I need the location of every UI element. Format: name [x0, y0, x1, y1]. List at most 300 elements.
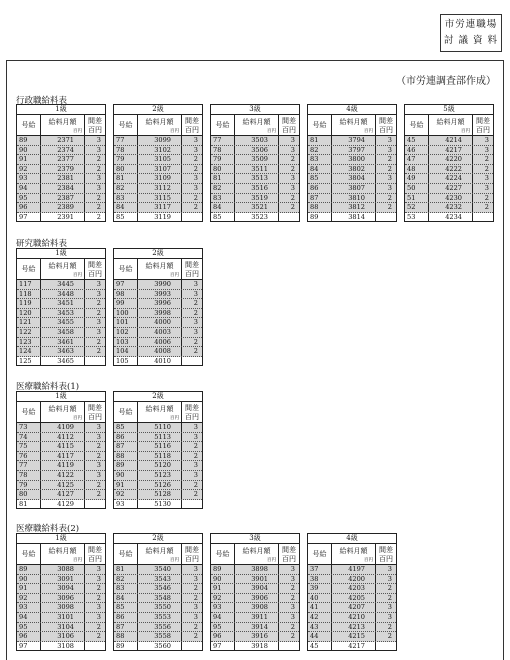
- table-row: [308, 642, 396, 651]
- cell-diff: 2: [96, 193, 101, 202]
- table-row: [17, 603, 105, 613]
- cell-salary: 4214: [429, 136, 473, 145]
- cell-step: 82: [308, 146, 332, 155]
- cell-diff: [279, 213, 299, 222]
- cell-diff: 3: [96, 574, 101, 583]
- header-diff: [279, 544, 299, 564]
- table-row: [114, 299, 202, 309]
- cell-diff: 2: [193, 193, 198, 202]
- table-row: [114, 565, 202, 575]
- cell-diff: 2: [96, 490, 101, 499]
- cell-diff: 2: [96, 442, 101, 451]
- header-diff-line2: 百円: [476, 126, 490, 134]
- table-row: [17, 146, 105, 156]
- cell-salary: 5130: [138, 500, 182, 509]
- cell-step: 91: [114, 481, 138, 490]
- cell-diff: 2: [484, 203, 489, 212]
- cell-salary: 5118: [138, 452, 182, 461]
- header-salary: [235, 115, 279, 135]
- cell-diff: 2: [193, 622, 198, 631]
- header-diff-line1: 間差: [185, 404, 199, 412]
- salary-table: [307, 533, 397, 651]
- cell-salary: 3908: [235, 603, 279, 612]
- cell-salary: 3451: [41, 299, 85, 308]
- cell-salary: 3458: [41, 328, 85, 337]
- cell-salary: 3106: [41, 632, 85, 641]
- cell-diff: 3: [96, 423, 101, 431]
- stamp-line2: 討 議 資 料: [443, 35, 499, 46]
- cell-diff: 2: [96, 584, 101, 593]
- section-title: 行政職給料表: [16, 96, 68, 106]
- header-diff: [85, 544, 105, 564]
- cell-salary: 4234: [429, 213, 473, 222]
- cell-salary: 3998: [138, 309, 182, 318]
- table-row: [17, 357, 105, 366]
- cell-salary: 4197: [332, 565, 376, 574]
- cell-diff: 3: [290, 612, 295, 621]
- header-salary-unit: 百円: [267, 558, 276, 563]
- table-row: [17, 213, 105, 222]
- table-row: [17, 299, 105, 309]
- cell-salary: 4129: [41, 500, 85, 509]
- table-row: [114, 584, 202, 594]
- cell-diff: 3: [193, 183, 198, 192]
- cell-salary: 3109: [138, 174, 182, 183]
- cell-salary: 4217: [332, 642, 376, 651]
- salary-table: [16, 533, 106, 651]
- cell-step: 73: [17, 423, 41, 432]
- cell-salary: 2377: [41, 155, 85, 164]
- cell-salary: 3521: [235, 203, 279, 212]
- cell-salary: 3094: [41, 584, 85, 593]
- table-row: [405, 165, 493, 175]
- grade-label: 5級: [405, 105, 493, 115]
- table-row: [114, 280, 202, 290]
- header-salary: [332, 115, 376, 135]
- table-row: [211, 136, 299, 146]
- cell-diff: 2: [193, 155, 198, 164]
- header-diff: [279, 115, 299, 135]
- cell-salary: 3448: [41, 290, 85, 299]
- table-row: [114, 136, 202, 146]
- cell-step: 83: [114, 584, 138, 593]
- table-row: [114, 623, 202, 633]
- header-salary-label: 給料月額: [242, 118, 271, 126]
- cell-diff: 2: [387, 622, 392, 631]
- cell-diff: 3: [387, 612, 392, 621]
- cell-step: 84: [114, 594, 138, 603]
- grade-label: 2級: [114, 392, 202, 402]
- cell-step: 81: [114, 565, 138, 574]
- cell-diff: [182, 213, 202, 222]
- header-step: 号給: [308, 544, 332, 564]
- table-row: [17, 309, 105, 319]
- cell-step: 97: [211, 642, 235, 651]
- table-row: [308, 565, 396, 575]
- header-salary: [332, 544, 376, 564]
- cell-diff: [376, 642, 396, 651]
- table-row: [114, 500, 202, 509]
- table-row: [114, 471, 202, 481]
- header-step: 号給: [405, 115, 429, 135]
- cell-salary: 3461: [41, 338, 85, 347]
- cell-diff: [473, 213, 493, 222]
- table-row: [17, 165, 105, 175]
- header-diff-line2: 百円: [88, 413, 102, 421]
- table-row: [405, 184, 493, 194]
- cell-step: 98: [114, 290, 138, 299]
- table-row: [114, 481, 202, 491]
- header-step: 号給: [211, 544, 235, 564]
- header-salary-unit: 百円: [73, 416, 82, 421]
- cell-salary: 4224: [429, 174, 473, 183]
- cell-step: 85: [211, 213, 235, 222]
- cell-step: 84: [308, 165, 332, 174]
- cell-salary: 5123: [138, 471, 182, 480]
- cell-step: 95: [17, 623, 41, 632]
- cell-diff: 3: [193, 136, 198, 144]
- cell-diff: 3: [484, 174, 489, 183]
- cell-diff: 3: [290, 183, 295, 192]
- table-row: [114, 194, 202, 204]
- cell-step: 85: [114, 603, 138, 612]
- cell-diff: 3: [96, 565, 101, 573]
- table-row: [211, 146, 299, 156]
- table-header: [17, 544, 105, 565]
- table-row: [405, 146, 493, 156]
- cell-diff: 2: [96, 337, 101, 346]
- cell-step: 120: [17, 309, 41, 318]
- table-row: [17, 174, 105, 184]
- cell-step: 121: [17, 318, 41, 327]
- cell-salary: 3914: [235, 623, 279, 632]
- cell-step: 97: [114, 280, 138, 289]
- table-row: [405, 194, 493, 204]
- cell-diff: 2: [193, 203, 198, 212]
- table-row: [405, 174, 493, 184]
- table-row: [211, 194, 299, 204]
- header-diff-line2: 百円: [282, 555, 296, 563]
- cell-step: 94: [211, 613, 235, 622]
- cell-step: 88: [114, 452, 138, 461]
- cell-salary: 3797: [332, 146, 376, 155]
- header-diff-line1: 間差: [88, 546, 102, 554]
- cell-diff: [182, 642, 202, 651]
- cell-diff: 2: [96, 632, 101, 641]
- section-title: 医療職給料表(2): [16, 524, 80, 534]
- table-row: [114, 594, 202, 604]
- header-salary: [41, 259, 85, 279]
- grade-label: 1級: [17, 392, 105, 402]
- cell-diff: 3: [96, 183, 101, 192]
- cell-diff: 3: [290, 145, 295, 154]
- table-row: [17, 584, 105, 594]
- cell-diff: 2: [96, 155, 101, 164]
- header-diff: [85, 402, 105, 422]
- cell-diff: 2: [96, 164, 101, 173]
- cell-salary: 3804: [332, 174, 376, 183]
- cell-diff: 2: [387, 593, 392, 602]
- cell-step: 125: [17, 357, 41, 366]
- table-row: [211, 155, 299, 165]
- cell-salary: 3814: [332, 213, 376, 222]
- grade-label: 1級: [17, 249, 105, 259]
- header-diff-line2: 百円: [185, 413, 199, 421]
- cell-diff: 3: [96, 327, 101, 336]
- cell-salary: 3812: [332, 203, 376, 212]
- cell-salary: 3465: [41, 357, 85, 366]
- table-row: [211, 174, 299, 184]
- header-diff: [182, 115, 202, 135]
- cell-diff: 3: [96, 280, 101, 288]
- cell-step: 93: [114, 500, 138, 509]
- table-header: [17, 115, 105, 136]
- cell-diff: 3: [96, 470, 101, 479]
- cell-diff: 2: [96, 308, 101, 317]
- cell-salary: 4122: [41, 471, 85, 480]
- cell-diff: 3: [193, 565, 198, 573]
- salary-table: [113, 391, 203, 509]
- cell-step: 83: [211, 194, 235, 203]
- cell-step: 81: [211, 174, 235, 183]
- cell-step: 90: [17, 146, 41, 155]
- header-step: 号給: [17, 402, 41, 422]
- table-header: [308, 115, 396, 136]
- cell-diff: 3: [290, 136, 295, 144]
- header-step: 号給: [114, 115, 138, 135]
- cell-salary: 3553: [138, 613, 182, 622]
- cell-salary: 5110: [138, 423, 182, 432]
- cell-step: 74: [17, 433, 41, 442]
- cell-diff: 3: [96, 432, 101, 441]
- table-row: [17, 423, 105, 433]
- cell-step: 78: [211, 146, 235, 155]
- cell-step: 82: [114, 184, 138, 193]
- table-row: [308, 136, 396, 146]
- cell-step: 86: [114, 613, 138, 622]
- cell-salary: 3102: [138, 146, 182, 155]
- cell-salary: 3540: [138, 565, 182, 574]
- cell-salary: 3918: [235, 642, 279, 651]
- cell-step: 37: [308, 565, 332, 574]
- cell-salary: 3453: [41, 309, 85, 318]
- cell-diff: 2: [96, 347, 101, 356]
- cell-salary: 3101: [41, 613, 85, 622]
- cell-diff: 3: [193, 289, 198, 298]
- header-salary-unit: 百円: [170, 273, 179, 278]
- cell-step: 99: [114, 299, 138, 308]
- cell-salary: 3560: [138, 642, 182, 651]
- cell-step: 93: [211, 603, 235, 612]
- cell-salary: 4006: [138, 338, 182, 347]
- cell-salary: 3990: [138, 280, 182, 289]
- grade-label: 2級: [114, 534, 202, 544]
- table-row: [17, 471, 105, 481]
- table-row: [405, 136, 493, 146]
- cell-diff: 3: [387, 136, 392, 144]
- cell-step: 83: [308, 155, 332, 164]
- cell-step: 101: [114, 318, 138, 327]
- cell-diff: 3: [290, 174, 295, 183]
- cell-step: 82: [211, 184, 235, 193]
- grade-label: 2級: [114, 249, 202, 259]
- header-diff-line1: 間差: [88, 261, 102, 269]
- cell-diff: 3: [193, 327, 198, 336]
- header-diff-line2: 百円: [185, 270, 199, 278]
- cell-step: 77: [17, 461, 41, 470]
- cell-step: 87: [114, 442, 138, 451]
- table-row: [211, 594, 299, 604]
- cell-salary: 4230: [429, 194, 473, 203]
- cell-step: 81: [308, 136, 332, 145]
- cell-salary: 3107: [138, 165, 182, 174]
- header-salary: [138, 115, 182, 135]
- cell-salary: 4010: [138, 357, 182, 366]
- header-salary: [138, 259, 182, 279]
- cell-diff: 3: [193, 318, 198, 327]
- cell-step: 96: [211, 632, 235, 641]
- table-row: [17, 452, 105, 462]
- cell-salary: 3115: [138, 194, 182, 203]
- cell-salary: 3800: [332, 155, 376, 164]
- table-row: [308, 613, 396, 623]
- header-salary: [429, 115, 473, 135]
- cell-diff: 3: [484, 136, 489, 144]
- cell-salary: 3519: [235, 194, 279, 203]
- table-row: [114, 423, 202, 433]
- cell-step: 78: [114, 146, 138, 155]
- header-diff-line1: 間差: [185, 546, 199, 554]
- stamp-line1: 市労連職場: [444, 19, 498, 30]
- table-row: [114, 490, 202, 500]
- cell-salary: 3445: [41, 280, 85, 289]
- cell-step: 88: [308, 203, 332, 212]
- cell-salary: 3550: [138, 603, 182, 612]
- grade-label: 4級: [308, 105, 396, 115]
- grade-label: 1級: [17, 105, 105, 115]
- table-row: [17, 155, 105, 165]
- table-row: [17, 623, 105, 633]
- cell-diff: 3: [193, 432, 198, 441]
- cell-step: 94: [17, 184, 41, 193]
- table-row: [114, 309, 202, 319]
- cell-diff: 3: [193, 574, 198, 583]
- cell-salary: 4215: [332, 632, 376, 641]
- cell-salary: 3916: [235, 632, 279, 641]
- cell-salary: 3810: [332, 194, 376, 203]
- table-header: [17, 259, 105, 280]
- cell-diff: 2: [193, 347, 198, 356]
- cell-step: 76: [17, 452, 41, 461]
- cell-salary: 3509: [235, 155, 279, 164]
- header-diff: [376, 115, 396, 135]
- header-salary-label: 給料月額: [436, 118, 465, 126]
- cell-step: 89: [211, 565, 235, 574]
- header-diff: [85, 115, 105, 135]
- cell-step: 79: [17, 481, 41, 490]
- table-row: [17, 280, 105, 290]
- cell-salary: 4109: [41, 423, 85, 432]
- table-row: [211, 603, 299, 613]
- salary-table: [16, 104, 106, 222]
- cell-step: 88: [114, 632, 138, 641]
- table-row: [114, 174, 202, 184]
- cell-step: 42: [308, 613, 332, 622]
- cell-salary: 3091: [41, 575, 85, 584]
- table-row: [17, 442, 105, 452]
- cell-salary: 2384: [41, 184, 85, 193]
- header-diff: [85, 259, 105, 279]
- cell-diff: 3: [193, 461, 198, 470]
- cell-diff: 2: [290, 622, 295, 631]
- header-salary-unit: 百円: [170, 416, 179, 421]
- header-salary: [41, 115, 85, 135]
- cell-salary: 4217: [429, 146, 473, 155]
- table-row: [211, 642, 299, 651]
- header-diff-line1: 間差: [282, 546, 296, 554]
- header-diff-line1: 間差: [185, 117, 199, 125]
- cell-salary: 2371: [41, 136, 85, 145]
- cell-step: 90: [17, 575, 41, 584]
- cell-salary: 3098: [41, 603, 85, 612]
- cell-diff: 3: [193, 603, 198, 612]
- cell-step: 50: [405, 184, 429, 193]
- table-row: [17, 328, 105, 338]
- cell-salary: 3546: [138, 584, 182, 593]
- table-header: [114, 402, 202, 423]
- table-row: [308, 165, 396, 175]
- cell-salary: 3463: [41, 347, 85, 356]
- table-row: [308, 174, 396, 184]
- cell-salary: 5113: [138, 433, 182, 442]
- table-row: [114, 155, 202, 165]
- cell-salary: 3898: [235, 565, 279, 574]
- cell-salary: 4227: [429, 184, 473, 193]
- table-row: [17, 594, 105, 604]
- cell-salary: 3543: [138, 575, 182, 584]
- cell-diff: [85, 500, 105, 509]
- cell-diff: 2: [290, 584, 295, 593]
- header-salary-unit: 百円: [364, 558, 373, 563]
- header-diff-line2: 百円: [88, 126, 102, 134]
- cell-step: 84: [211, 203, 235, 212]
- header-diff-line1: 間差: [476, 117, 490, 125]
- cell-diff: [279, 642, 299, 651]
- table-row: [211, 184, 299, 194]
- header-diff-line1: 間差: [88, 404, 102, 412]
- cell-salary: 4115: [41, 442, 85, 451]
- header-diff-line2: 百円: [185, 126, 199, 134]
- salary-table: [113, 104, 203, 222]
- cell-step: 104: [114, 347, 138, 356]
- header-diff-line2: 百円: [282, 126, 296, 134]
- cell-step: 85: [114, 213, 138, 222]
- cell-salary: 4220: [429, 155, 473, 164]
- header-step: 号給: [308, 115, 332, 135]
- cell-step: 118: [17, 290, 41, 299]
- header-diff: [182, 544, 202, 564]
- cell-diff: 2: [193, 337, 198, 346]
- header-diff-line2: 百円: [88, 270, 102, 278]
- table-row: [308, 146, 396, 156]
- cell-diff: 2: [193, 308, 198, 317]
- cell-salary: 5126: [138, 481, 182, 490]
- table-row: [17, 565, 105, 575]
- cell-step: 93: [17, 603, 41, 612]
- table-row: [114, 357, 202, 366]
- table-row: [114, 603, 202, 613]
- cell-salary: 3513: [235, 174, 279, 183]
